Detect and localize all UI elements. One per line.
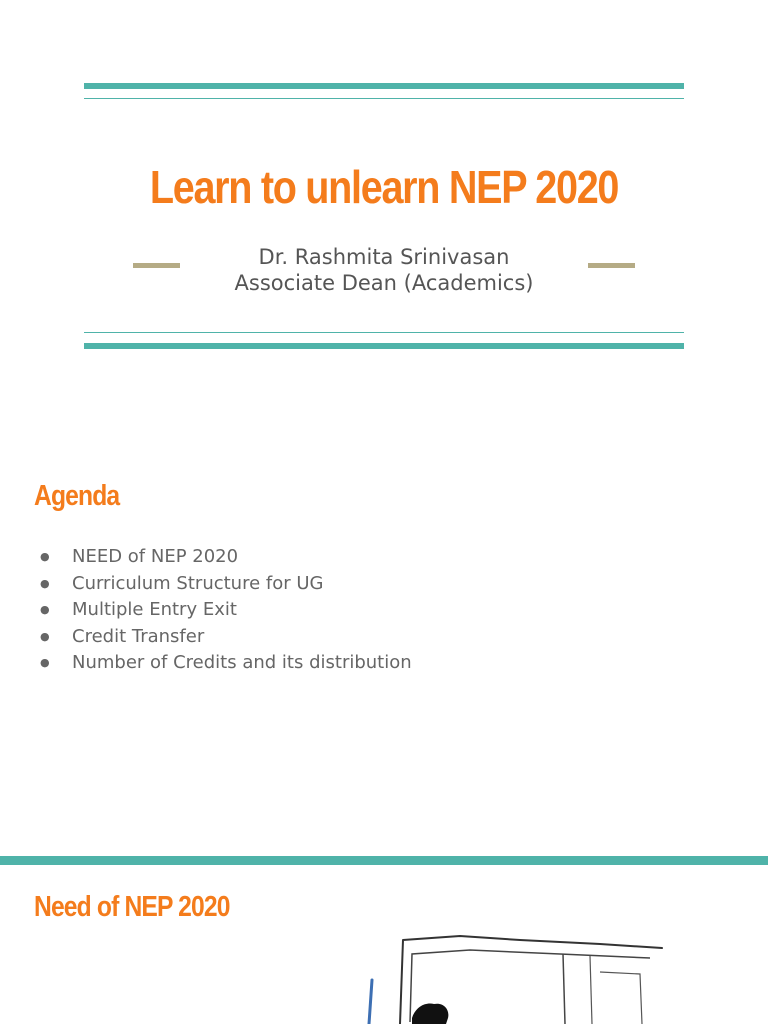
presenter-name: Dr. Rashmita Srinivasan (258, 245, 510, 269)
agenda-item (40, 624, 412, 651)
bullet-icon: ● (40, 629, 50, 643)
presenter-block (0, 244, 768, 296)
agenda-item-text: Number of Credits and its distribution (72, 652, 412, 673)
bottom-thick-rule (84, 343, 684, 349)
agenda-item-text: NEED of NEP 2020 (72, 546, 239, 567)
agenda-item (40, 544, 412, 571)
agenda-heading: Agenda (34, 480, 120, 512)
top-thin-rule (84, 98, 684, 99)
bullet-icon: ● (40, 576, 50, 590)
agenda-item (40, 571, 412, 598)
agenda-item-text: Curriculum Structure for UG (72, 572, 324, 594)
presenter-role: Associate Dean (Academics) (234, 271, 534, 295)
title-slide (0, 0, 768, 420)
sketch-illustration-icon (300, 932, 700, 1024)
presentation-title: Learn to unlearn NEP 2020 (149, 161, 619, 213)
bullet-icon: ● (40, 550, 50, 563)
agenda-list (40, 544, 412, 677)
agenda-item (40, 650, 412, 677)
agenda-slide (0, 420, 768, 856)
agenda-item-text: Credit Transfer (72, 625, 205, 647)
agenda-item-text: Multiple Entry Exit (72, 599, 237, 620)
need-slide (0, 856, 768, 1024)
top-band (0, 856, 768, 865)
bullet-icon: ● (40, 603, 50, 616)
bullet-icon: ● (40, 656, 50, 669)
top-thick-rule (84, 83, 684, 89)
bottom-thin-rule (84, 332, 684, 333)
need-heading: Need of NEP 2020 (34, 891, 230, 923)
agenda-item (40, 597, 412, 624)
